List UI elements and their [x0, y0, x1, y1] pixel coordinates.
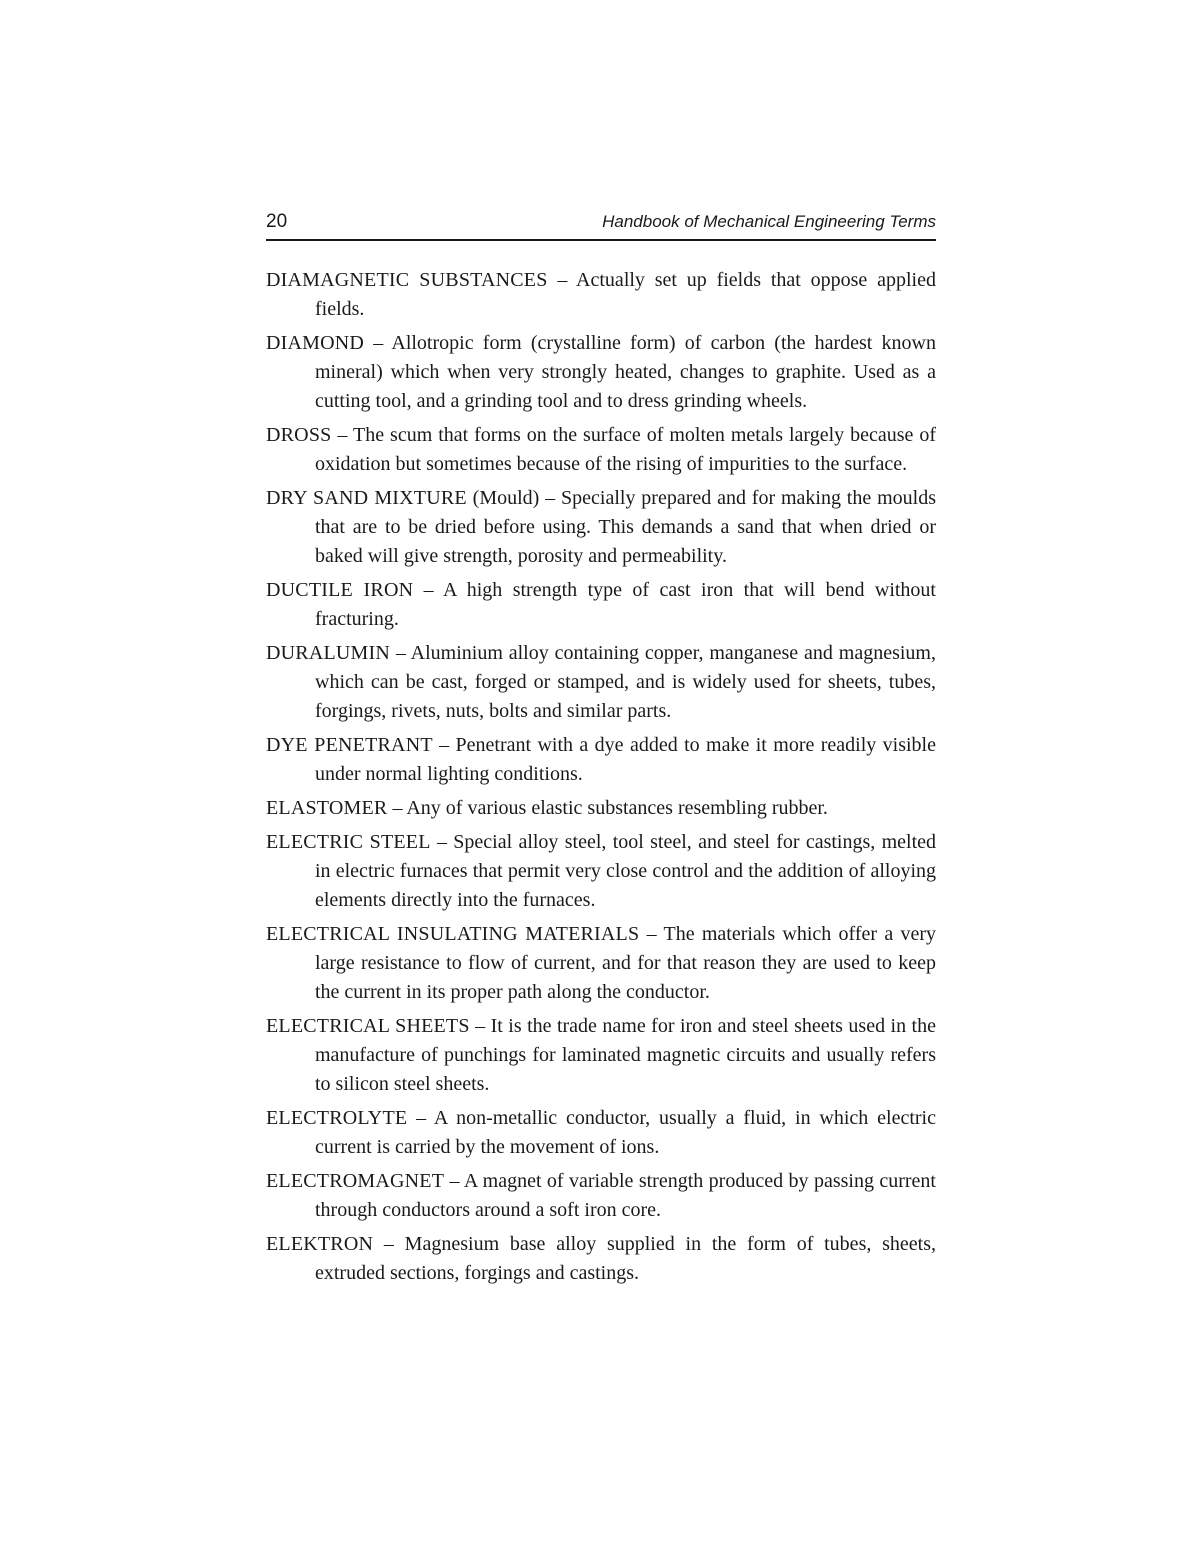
entry-definition: – Penetrant with a dye added to make it more readily visible under normal lighting conditions.	[315, 734, 936, 785]
entry-definition: – It is the trade name for iron and steel sheets used in the manufacture of punchings for laminated magnetic circuits and usually refers to silicon steel sheets.	[315, 1015, 936, 1095]
glossary-entry	[266, 266, 936, 324]
entry-definition: – Allotropic form (crystalline form) of carbon (the hardest known mineral) which when very strongly heated, changes to graphite. Used as a cutting tool, and a grinding tool and to dress grinding wheels.	[315, 332, 936, 412]
glossary-entries	[266, 266, 936, 1293]
entry-definition: – Actually set up fields that oppose applied fields.	[315, 269, 936, 320]
entry-term: DRY SAND MIXTURE	[266, 487, 467, 509]
header-rule	[266, 239, 936, 241]
entry-term: ELECTROMAGNET	[266, 1170, 445, 1192]
glossary-entry	[266, 1230, 936, 1288]
entry-term: DUCTILE IRON	[266, 579, 414, 601]
page-number: 20	[266, 211, 288, 232]
glossary-entry	[266, 1167, 936, 1225]
glossary-entry	[266, 920, 936, 1007]
entry-definition: – A high strength type of cast iron that will bend without fracturing.	[315, 579, 936, 630]
entry-term: DYE PENETRANT	[266, 734, 433, 756]
entry-definition: – A magnet of variable strength produced by passing current through conductors around a soft iron core.	[315, 1170, 936, 1221]
entry-definition: – A non-metallic conductor, usually a fluid, in which electric current is carried by the movement of ions.	[315, 1107, 936, 1158]
entry-definition: – Magnesium base alloy supplied in the form of tubes, sheets, extruded sections, forgings and castings.	[315, 1233, 936, 1284]
glossary-entry	[266, 329, 936, 416]
entry-term: DIAMOND	[266, 332, 365, 354]
glossary-entry	[266, 731, 936, 789]
entry-term: ELECTRICAL INSULATING MATERIALS	[266, 923, 640, 945]
entry-term: ELECTRIC STEEL	[266, 831, 431, 853]
glossary-entry	[266, 1012, 936, 1099]
glossary-entry	[266, 484, 936, 571]
entry-term: ELECTRICAL SHEETS	[266, 1015, 470, 1037]
glossary-entry	[266, 421, 936, 479]
entry-definition: – The materials which offer a very large resistance to flow of current, and for that reason they are used to keep the current in its proper path along the conductor.	[315, 923, 936, 1003]
entry-definition: – Any of various elastic substances resembling rubber.	[387, 797, 828, 819]
entry-term: ELASTOMER	[266, 797, 388, 819]
glossary-entry	[266, 576, 936, 634]
entry-term: DROSS	[266, 424, 332, 446]
entry-definition: – Aluminium alloy containing copper, manganese and magnesium, which can be cast, forged or stamped, and is widely used for sheets, tubes, forgings, rivets, nuts, bolts and similar parts.	[315, 642, 936, 722]
entry-term: DIAMAGNETIC SUBSTANCES	[266, 269, 548, 291]
entry-definition: – The scum that forms on the surface of molten metals largely because of oxidation but sometimes because of the rising of impurities to the surface.	[315, 424, 936, 475]
glossary-entry	[266, 639, 936, 726]
entry-term: DURALUMIN	[266, 642, 391, 664]
entry-term: ELEKTRON	[266, 1233, 374, 1255]
running-title: Handbook of Mechanical Engineering Terms	[602, 212, 936, 231]
entry-definition: (Mould) – Specially prepared and for making the moulds that are to be dried before using. This demands a sand that when dried or baked will give strength, porosity and permeability.	[315, 487, 936, 567]
entry-term: ELECTROLYTE	[266, 1107, 408, 1129]
glossary-entry	[266, 828, 936, 915]
entry-definition: – Special alloy steel, tool steel, and steel for castings, melted in electric furnaces that permit very close control and the addition of alloying elements directly into the furnaces.	[315, 831, 936, 911]
glossary-entry	[266, 1104, 936, 1162]
glossary-entry	[266, 794, 936, 823]
page-header	[266, 210, 936, 238]
